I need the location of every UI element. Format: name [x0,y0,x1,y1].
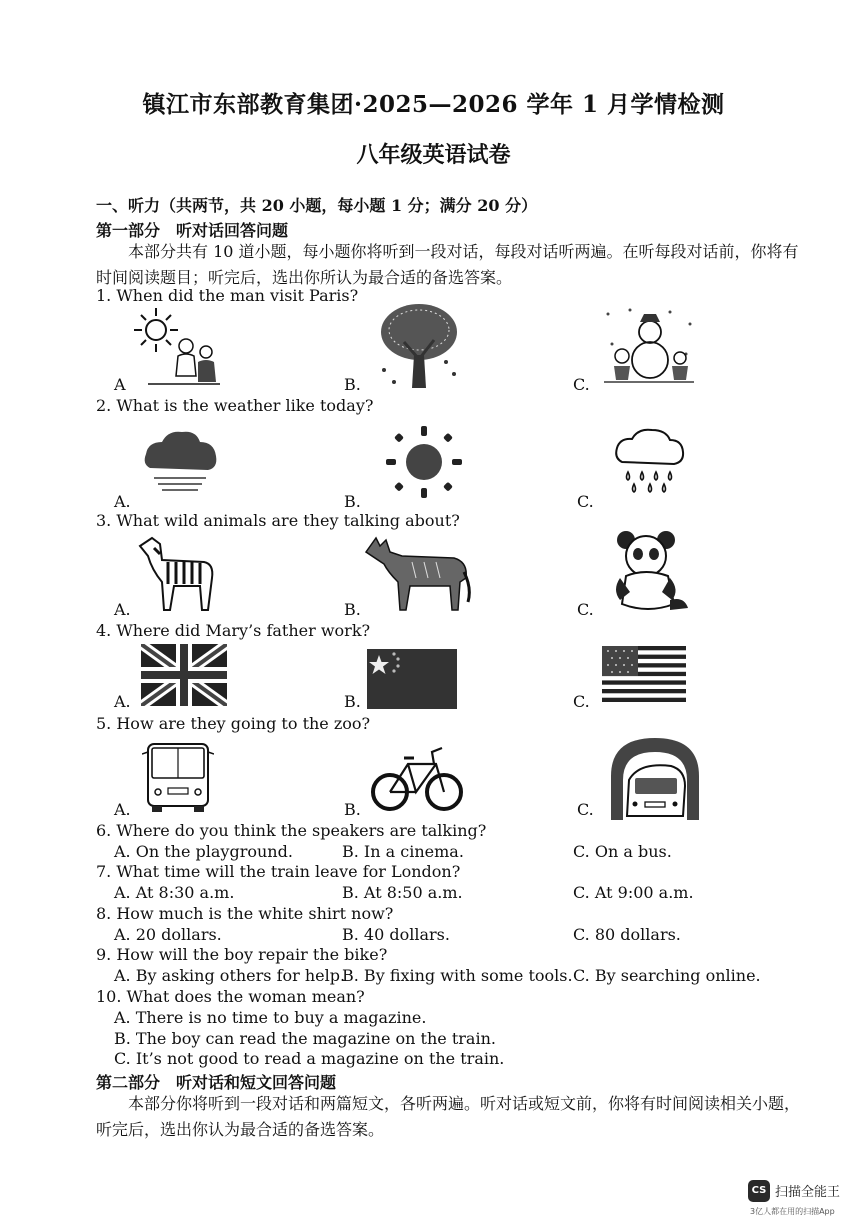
question-1-stem: 1. When did the man visit Paris? [96,286,359,305]
q2-option-a-label: A. [114,492,131,511]
rain-cloud-icon [612,426,686,498]
q2-option-c-label: C. [577,492,594,511]
q1-option-b-label: B. [344,375,361,394]
q3-option-c-label: C. [577,600,594,619]
section-heading: 一、听力（共两节，共 20 小题，每小题 1 分；满分 20 分） [96,196,538,215]
wolf-icon [362,532,472,614]
q6-option-b: B. In a cinema. [342,842,464,861]
question-7-stem: 7. What time will the train leave for London? [96,862,461,881]
q7-option-c: C. At 9:00 a.m. [573,883,694,902]
q8-option-c: C. 80 dollars. [573,925,681,944]
part2-title: 第二部分 听对话和短文回答问题 [96,1073,337,1092]
q10-option-a: A. There is no time to buy a magazine. [114,1008,427,1027]
bus-icon [142,740,214,814]
q4-option-b-label: B. [344,692,361,711]
usa-flag-icon [602,646,686,702]
part2-instructions: 本部分你将听到一段对话和两篇短文，各听两遍。听对话或短文前，你将有时间阅读相关小题，听完后，选出你认为最合适的备选答案。 [96,1094,801,1139]
sunny-summer-icon [128,304,228,390]
q6-option-c: C. On a bus. [573,842,672,861]
cloudy-icon [140,424,220,494]
china-flag-icon [367,649,457,709]
question-4-stem: 4. Where did Mary’s father work? [96,621,371,640]
q7-option-b: B. At 8:50 a.m. [342,883,463,902]
q5-option-a-label: A. [114,800,131,819]
exam-subtitle: 八年级英语试卷 [356,142,511,168]
watermark-app-name: 扫描全能王 [775,1185,841,1200]
q2-option-b-label: B. [344,492,361,511]
q9-option-a: A. By asking others for help. [114,966,346,985]
autumn-tree-icon [374,300,464,392]
q1-option-c-label: C. [573,375,590,394]
watermark-tagline: 3亿人都在用的扫描App [750,1207,835,1216]
panda-icon [608,528,690,614]
q1-option-a-label: A [114,375,126,394]
q10-option-c: C. It’s not good to read a magazine on the train. [114,1049,505,1068]
q8-option-a: A. 20 dollars. [114,925,222,944]
q3-option-a-label: A. [114,600,131,619]
q5-option-c-label: C. [577,800,594,819]
question-2-stem: 2. What is the weather like today? [96,396,374,415]
question-6-stem: 6. Where do you think the speakers are talking? [96,821,487,840]
q4-option-a-label: A. [114,692,131,711]
q4-option-c-label: C. [573,692,590,711]
q3-option-b-label: B. [344,600,361,619]
q10-option-b: B. The boy can read the magazine on the train. [114,1029,496,1048]
question-8-stem: 8. How much is the white shirt now? [96,904,394,923]
zebra-icon [134,530,218,614]
question-5-stem: 5. How are they going to the zoo? [96,714,371,733]
q8-option-b: B. 40 dollars. [342,925,450,944]
q7-option-a: A. At 8:30 a.m. [114,883,235,902]
question-10-stem: 10. What does the woman mean? [96,987,365,1006]
part1-title: 第一部分 听对话回答问题 [96,221,289,240]
question-9-stem: 9. How will the boy repair the bike? [96,945,388,964]
q5-option-b-label: B. [344,800,361,819]
q6-option-a: A. On the playground. [114,842,293,861]
exam-title: 镇江市东部教育集团·2025—2026 学年 1 月学情检测 [142,91,725,118]
q9-option-b: B. By fixing with some tools. [342,966,573,985]
snowman-winter-icon [600,304,696,386]
part1-instructions: 本部分共有 10 道小题，每小题你将听到一段对话，每段对话听两遍。在听每段对话前，你将有时间阅读题目；听完后，选出你所认为最合适的备选答案。 [96,242,799,287]
question-3-stem: 3. What wild animals are they talking about? [96,511,460,530]
bicycle-icon [370,742,464,814]
uk-flag-icon [141,644,227,706]
scanner-watermark [748,1178,863,1224]
q9-option-c: C. By searching online. [573,966,761,985]
subway-train-icon [609,736,701,820]
camscanner-logo-icon: CS [748,1180,770,1202]
sun-icon [384,424,464,500]
